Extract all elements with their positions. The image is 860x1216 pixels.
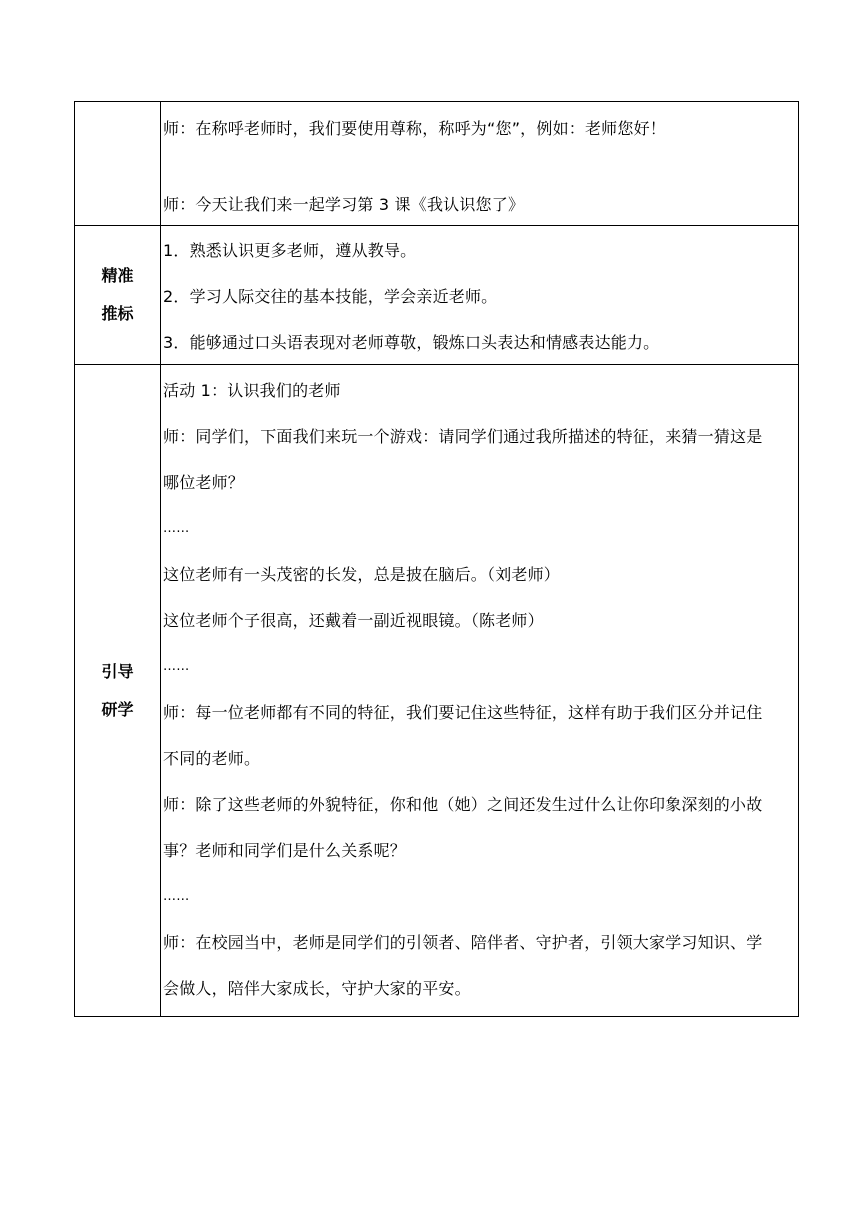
content-line: 会做人，陪伴大家成长，守护大家的平安。 [163,979,471,998]
objective-line: 2．学习人际交往的基本技能，学会亲近老师。 [163,287,498,306]
content-line: 师：除了这些老师的外貌特征，你和他（她）之间还发生过什么让你印象深刻的小故 [163,795,763,814]
ellipsis-line: …… [163,889,190,904]
row-label-line: 精准 [101,266,134,285]
row-label-cell [75,226,161,365]
row-content-cell [161,226,799,365]
blank-line [163,151,798,187]
content-line: 不同的老师。 [163,749,261,768]
table-row [75,365,799,1017]
row-label-cell [75,365,161,1017]
content-line: 事？老师和同学们是什么关系呢？ [163,841,407,860]
ellipsis-line: …… [163,659,190,674]
row-label-line: 推标 [101,304,134,323]
content-line: 这位老师有一头茂密的长发，总是披在脑后。（刘老师） [163,565,561,584]
content-line: 师：每一位老师都有不同的特征，我们要记住这些特征，这样有助于我们区分并记住 [163,703,763,722]
content-line: 师：在称呼老师时，我们要使用尊称，称呼为“您”，例如：老师您好！ [163,119,666,138]
objective-line: 3．能够通过口头语表现对老师尊敬，锻炼口头表达和情感表达能力。 [163,333,660,352]
row-label-cell [75,102,161,226]
content-line: 师：今天让我们来一起学习第 3 课《我认识您了》 [163,195,525,214]
content-line: 师：在校园当中，老师是同学们的引领者、陪伴者、守护者，引领大家学习知识、学 [163,933,763,952]
objective-line: 1．熟悉认识更多老师，遵从教导。 [163,241,417,260]
table-row [75,102,799,226]
content-line: 哪位老师？ [163,473,245,492]
ellipsis-line: …… [163,521,190,536]
row-label-line: 研学 [101,699,134,719]
row-content-cell [161,365,799,1017]
content-line: 这位老师个子很高，还戴着一副近视眼镜。（陈老师） [163,611,544,630]
lesson-plan-table [74,101,799,1017]
table-row [75,226,799,365]
row-label-line: 引导 [101,661,134,681]
activity-title: 活动 1：认识我们的老师 [163,381,341,400]
content-line: 师：同学们，下面我们来玩一个游戏：请同学们通过我所描述的特征，来猜一猜这是 [163,427,763,446]
row-content-cell [161,102,799,226]
